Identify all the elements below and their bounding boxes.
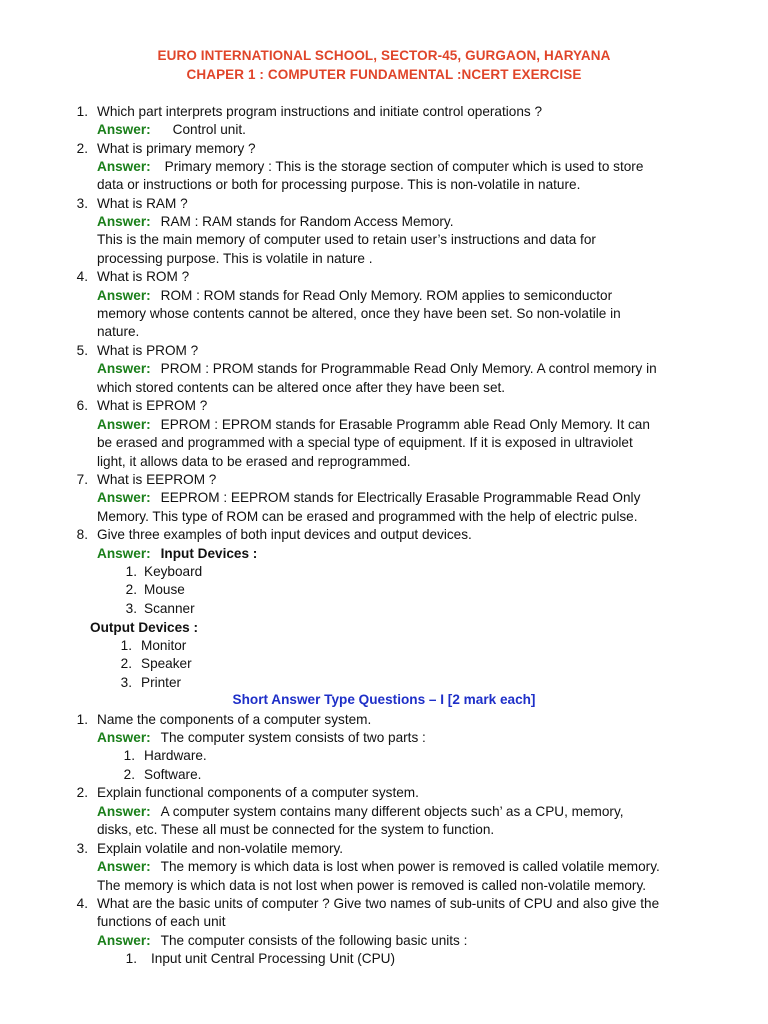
question-number: 6. [76, 398, 88, 413]
answer-text: The memory is which data is lost when power is removed is called volatile memory. [160, 859, 660, 874]
answer-label: Answer: [97, 933, 151, 948]
question-text-continued: functions of each unit [97, 914, 226, 929]
question-text: What is PROM ? [97, 343, 199, 358]
question-text: Give three examples of both input devices and output devices. [97, 527, 472, 542]
answer-text: nature. [97, 324, 140, 339]
answer-line [97, 489, 640, 507]
answer-line [97, 287, 612, 305]
answer-label: Answer: [97, 490, 151, 505]
answer-text: memory whose contents cannot be altered, once they have been set. So non-volatile in [97, 306, 621, 321]
list-item: Keyboard [144, 564, 203, 579]
answer-label: Answer: [97, 730, 151, 745]
answer-label: Answer: [97, 546, 151, 561]
answer-label: Answer: [97, 804, 151, 819]
question-text: What is ROM ? [97, 269, 190, 284]
answer-text: RAM : RAM stands for Random Access Memory. [160, 214, 454, 229]
answer-line [97, 729, 426, 747]
answer-label: Answer: [97, 859, 151, 874]
answer-line [97, 858, 660, 876]
question-number: 1. [76, 104, 88, 119]
list-number: 3. [125, 601, 137, 616]
answer-text: The computer system consists of two parts : [160, 730, 426, 745]
list-number: 2. [120, 656, 132, 671]
output-devices-heading: Output Devices : [90, 620, 199, 635]
answer-text: PROM : PROM stands for Programmable Read Only Memory. A control memory in [160, 361, 657, 376]
answer-text: The computer consists of the following basic units : [160, 933, 468, 948]
answer-line [97, 545, 257, 563]
question-number: 7. [76, 472, 88, 487]
answer-line [97, 360, 657, 378]
answer-text: data or instructions or both for processing purpose. This is non-volatile in nature. [97, 177, 581, 192]
question-number: 5. [76, 343, 88, 358]
list-number: 1. [120, 638, 132, 653]
answer-text: The memory is which data is not lost when power is removed is called non-volatile memory. [97, 878, 647, 893]
answer-text: ROM : ROM stands for Read Only Memory. ROM applies to semiconductor [160, 288, 613, 303]
list-item: Speaker [141, 656, 192, 671]
answer-label: Answer: [97, 417, 151, 432]
answer-text: which stored contents can be altered once after they have been set. [97, 380, 506, 395]
section-heading: Short Answer Type Questions – I [2 mark each] [232, 692, 536, 707]
chapter-title: CHAPER 1 : COMPUTER FUNDAMENTAL :NCERT EXERCISE [186, 67, 582, 82]
question-number: 3. [76, 196, 88, 211]
question-number: 2. [76, 785, 88, 800]
answer-label: Answer: [97, 122, 151, 137]
list-item: Input unit Central Processing Unit (CPU) [151, 951, 396, 966]
list-number: 2. [125, 582, 137, 597]
list-item: Mouse [144, 582, 185, 597]
answer-label: Answer: [97, 214, 151, 229]
answer-line [97, 932, 467, 950]
question-text: What are the basic units of computer ? Give two names of sub-units of CPU and also give the [97, 896, 660, 911]
question-number: 4. [76, 896, 88, 911]
answer-text: Memory. This type of ROM can be erased and programmed with the help of electric pulse. [97, 509, 638, 524]
answer-text: light, it allows data to be erased and reprogrammed. [97, 454, 411, 469]
question-text: Explain functional components of a computer system. [97, 785, 419, 800]
question-text: What is RAM ? [97, 196, 188, 211]
question-text: Which part interprets program instructions and initiate control operations ? [97, 104, 543, 119]
input-devices-heading: Input Devices : [160, 546, 258, 561]
answer-label: Answer: [97, 361, 151, 376]
list-number: 1. [123, 748, 135, 763]
list-number: 3. [120, 675, 132, 690]
list-number: 1. [125, 564, 137, 579]
question-number: 3. [76, 841, 88, 856]
answer-text: processing purpose. This is volatile in nature . [97, 251, 373, 266]
list-number: 2. [123, 767, 135, 782]
answer-text: EEPROM : EEPROM stands for Electrically Erasable Programmable Read Only [160, 490, 641, 505]
answer-text: A computer system contains many different objects such’ as a CPU, memory, [160, 804, 624, 819]
question-number: 4. [76, 269, 88, 284]
school-title: EURO INTERNATIONAL SCHOOL, SECTOR-45, GURGAON, HARYANA [157, 48, 611, 63]
answer-text: be erased and programmed with a special type of equipment. If it is exposed in ultraviolet [97, 435, 633, 450]
answer-text: Primary memory : This is the storage section of computer which is used to store [164, 159, 644, 174]
answer-line [97, 803, 624, 821]
answer-line [97, 121, 246, 139]
question-number: 1. [76, 712, 88, 727]
list-item: Hardware. [144, 748, 207, 763]
list-item: Software. [144, 767, 202, 782]
answer-label: Answer: [97, 288, 151, 303]
question-number: 2. [76, 141, 88, 156]
question-text: What is EPROM ? [97, 398, 208, 413]
list-item: Monitor [141, 638, 187, 653]
answer-line [97, 158, 643, 176]
question-text: Name the components of a computer system. [97, 712, 372, 727]
list-item: Scanner [144, 601, 195, 616]
list-item: Printer [141, 675, 182, 690]
question-number: 8. [76, 527, 88, 542]
list-number: 1. [125, 951, 137, 966]
answer-label: Answer: [97, 159, 151, 174]
answer-line [97, 213, 454, 231]
answer-line [97, 416, 650, 434]
answer-text: Control unit. [172, 122, 246, 137]
answer-text: disks, etc. These all must be connected for the system to function. [97, 822, 495, 837]
answer-text: EPROM : EPROM stands for Erasable Programm able Read Only Memory. It can [160, 417, 650, 432]
question-text: What is primary memory ? [97, 141, 256, 156]
answer-text: This is the main memory of computer used to retain user’s instructions and data for [97, 232, 596, 247]
question-text: Explain volatile and non-volatile memory. [97, 841, 344, 856]
question-text: What is EEPROM ? [97, 472, 217, 487]
